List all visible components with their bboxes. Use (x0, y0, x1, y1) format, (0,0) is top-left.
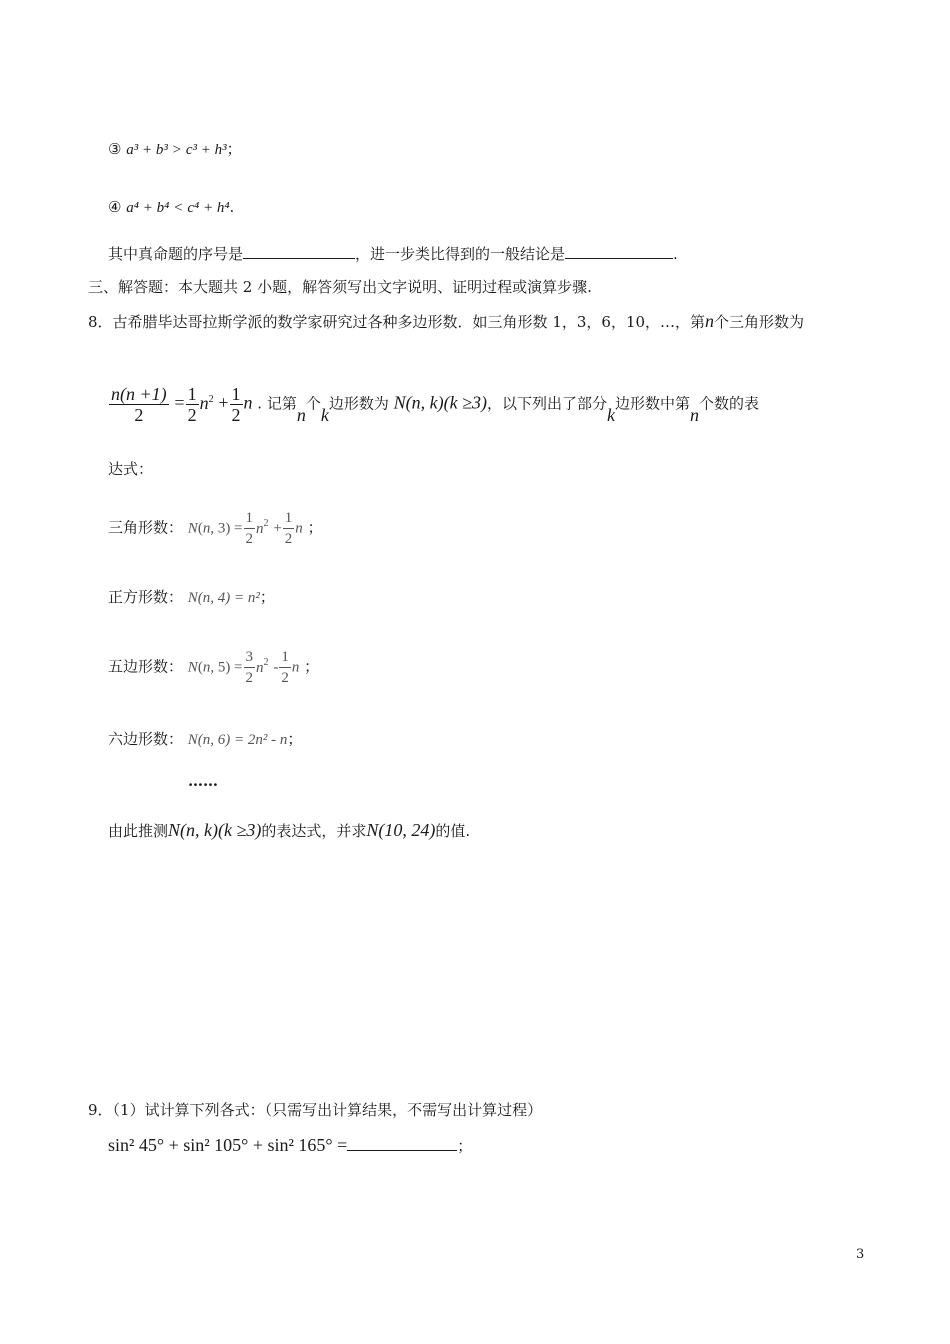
q8-line-3: 达式： (108, 460, 154, 478)
q8-ask-d: 的值. (435, 822, 471, 840)
section-3-heading: 三、解答题：本大题共 2 小题，解答须写出文字说明、证明过程或演算步骤. (88, 278, 592, 296)
q8-ask-b: 的表达式，并求 (261, 822, 367, 840)
page-number: 3 (856, 1247, 865, 1262)
q9-line-1: 9．（1）试计算下列各式：（只需写出计算结果，不需写出计算过程） (88, 1101, 543, 1119)
fraction-three-halves: $\frac{3}{2}$ (245, 649, 254, 686)
fraction-one-half: $\frac{1}{2}$ (245, 510, 254, 547)
answer-blank-2 (565, 244, 673, 259)
q8-question-line (108, 820, 470, 841)
sine-squared-sum: sin² 45° + sin² 105° + sin² 165° = (108, 1135, 348, 1155)
hexagon-label: 六边形数： (108, 730, 184, 748)
triangle-label: 三角形数： (108, 518, 184, 537)
q9-end: ； (457, 1137, 473, 1155)
q8-line-1-text: 8．古希腊毕达哥拉斯学派的数学家研究过各种多边形数．如三角形数 1，3，6，10，…，第 (88, 313, 706, 331)
specific-value-notation: N(10, 24) (366, 820, 436, 840)
item-4-rhs: c⁴ + h⁴ (187, 200, 230, 216)
hexagon-number-line (108, 729, 302, 750)
semicolon: ； (287, 730, 303, 748)
var-n: n (296, 404, 306, 425)
item-3-lhs: a³ + b³ (126, 142, 168, 158)
fraction-one-half: $\frac{1}{2}$ (281, 649, 289, 686)
q8-line-2-t3: 边形数为 (328, 394, 389, 413)
pentagon-number-line: 五边形数： N(n, 5) = $\frac{3}{2}$ $n^2$ - $\frac{1}{2}$ n ； (108, 649, 320, 686)
item-3-label: ③ (108, 140, 122, 158)
fraction-one-half: $\frac{1}{2}$ (187, 384, 197, 425)
polygon-number-notation: N(n, k)(k ≥3) (393, 392, 487, 413)
conclusion-text-a: 其中真命题的序号是 (108, 245, 244, 263)
q8-ask-a: 由此推测 (108, 822, 169, 840)
triangle-number-line: 三角形数： N(n, 3) = $\frac{1}{2}$ $n^2$ + $\frac{1}{2}$ n ； (108, 510, 323, 547)
fraction-one-half: $\frac{1}{2}$ (231, 384, 241, 425)
polygon-number-notation: N(n, k)(k ≥3) (168, 820, 262, 840)
item-4-label: ④ (108, 198, 122, 216)
semicolon: ； (259, 588, 275, 606)
var-k: k (320, 404, 329, 425)
q8-line-2-t5: 边形数中第 (615, 394, 691, 413)
q8-line-2: $\frac{n(n +1)}{2}$ = $\frac{1}{2}$ $n^2$ + $\frac{1}{2}$ n . 记第n个k边形数为 N(n, k)(k ≥3)，以下列出了部分k边形数中第n个数的表 (111, 384, 760, 425)
hexagon-formula: N(n, 6) = 2n² - n (187, 732, 288, 748)
item-4-lhs: a⁴ + b⁴ (126, 200, 170, 216)
fraction-one-half: $\frac{1}{2}$ (284, 510, 293, 547)
q8-line-1-end: 个三角形数为 (714, 313, 805, 331)
q8-line-2-t4: ，以下列出了部分 (487, 394, 608, 413)
item-4 (108, 197, 234, 218)
q8-line-1-var: n (705, 311, 715, 331)
answer-blank-1 (243, 244, 355, 259)
square-label: 正方形数： (108, 588, 184, 606)
item-4-end: . (229, 198, 235, 216)
conclusion-text-b: ，进一步类比得到的一般结论是 (355, 245, 566, 263)
semicolon: ； (307, 518, 323, 537)
pentagon-label: 五边形数： (108, 657, 184, 676)
item-4-op: < (174, 200, 183, 216)
fraction-n-n-plus-1-over-2: $\frac{n(n +1)}{2}$ (111, 384, 167, 425)
item-3-op: > (172, 142, 182, 158)
q8-line-1 (88, 311, 804, 332)
answer-blank-3 (347, 1136, 457, 1151)
q8-line-2-t6: 个数的表 (699, 394, 760, 413)
square-number-line (108, 587, 275, 608)
item-3-rhs: c³ + h³ (185, 142, 227, 158)
ellipsis: …… (188, 772, 218, 790)
q9-expression (108, 1135, 472, 1156)
q8-line-2-t2: 个 (305, 394, 321, 413)
semicolon: ； (304, 657, 320, 676)
q8-line-2-t1: . 记第 (257, 394, 297, 413)
item-3-end: ； (226, 140, 242, 158)
item-3 (108, 139, 242, 160)
var-k: k (607, 404, 616, 425)
conclusion-line (108, 244, 678, 264)
square-formula: N(n, 4) = n² (187, 590, 260, 606)
conclusion-end: . (673, 245, 678, 263)
var-n: n (690, 404, 700, 425)
